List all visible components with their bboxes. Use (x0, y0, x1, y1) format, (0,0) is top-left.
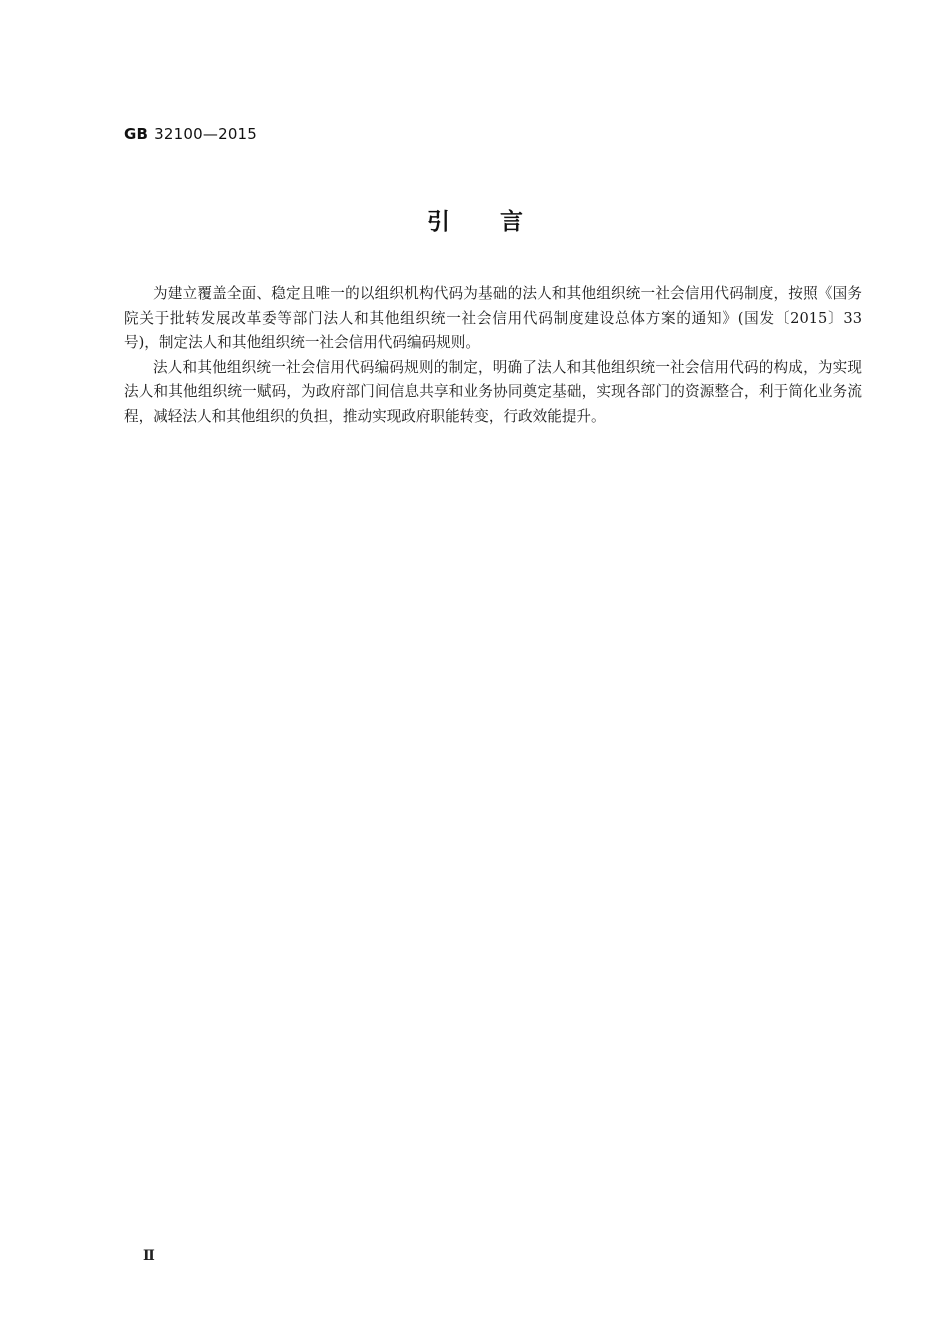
standard-number: 32100—2015 (154, 125, 258, 143)
standard-prefix: GB (124, 125, 149, 143)
page-number: Ⅱ (143, 1248, 155, 1264)
introduction-body (124, 282, 862, 430)
paragraph: 为建立覆盖全面、稳定且唯一的以组织机构代码为基础的法人和其他组织统一社会信用代码制度，按照《国务院关于批转发展改革委等部门法人和其他组织统一社会信用代码制度建设总体方案的通知》(国发〔2015〕33号)，制定法人和其他组织统一社会信用代码编码规则。 (124, 285, 862, 352)
section-title: 引言 (427, 209, 573, 235)
paragraph: 法人和其他组织统一社会信用代码编码规则的制定，明确了法人和其他组织统一社会信用代码的构成，为实现法人和其他组织统一赋码，为政府部门间信息共享和业务协同奠定基础，实现各部门的资源整合，利于简化业务流程，减轻法人和其他组织的负担，推动实现政府职能转变，行政效能提升。 (124, 358, 862, 425)
standard-number-header (124, 125, 257, 143)
